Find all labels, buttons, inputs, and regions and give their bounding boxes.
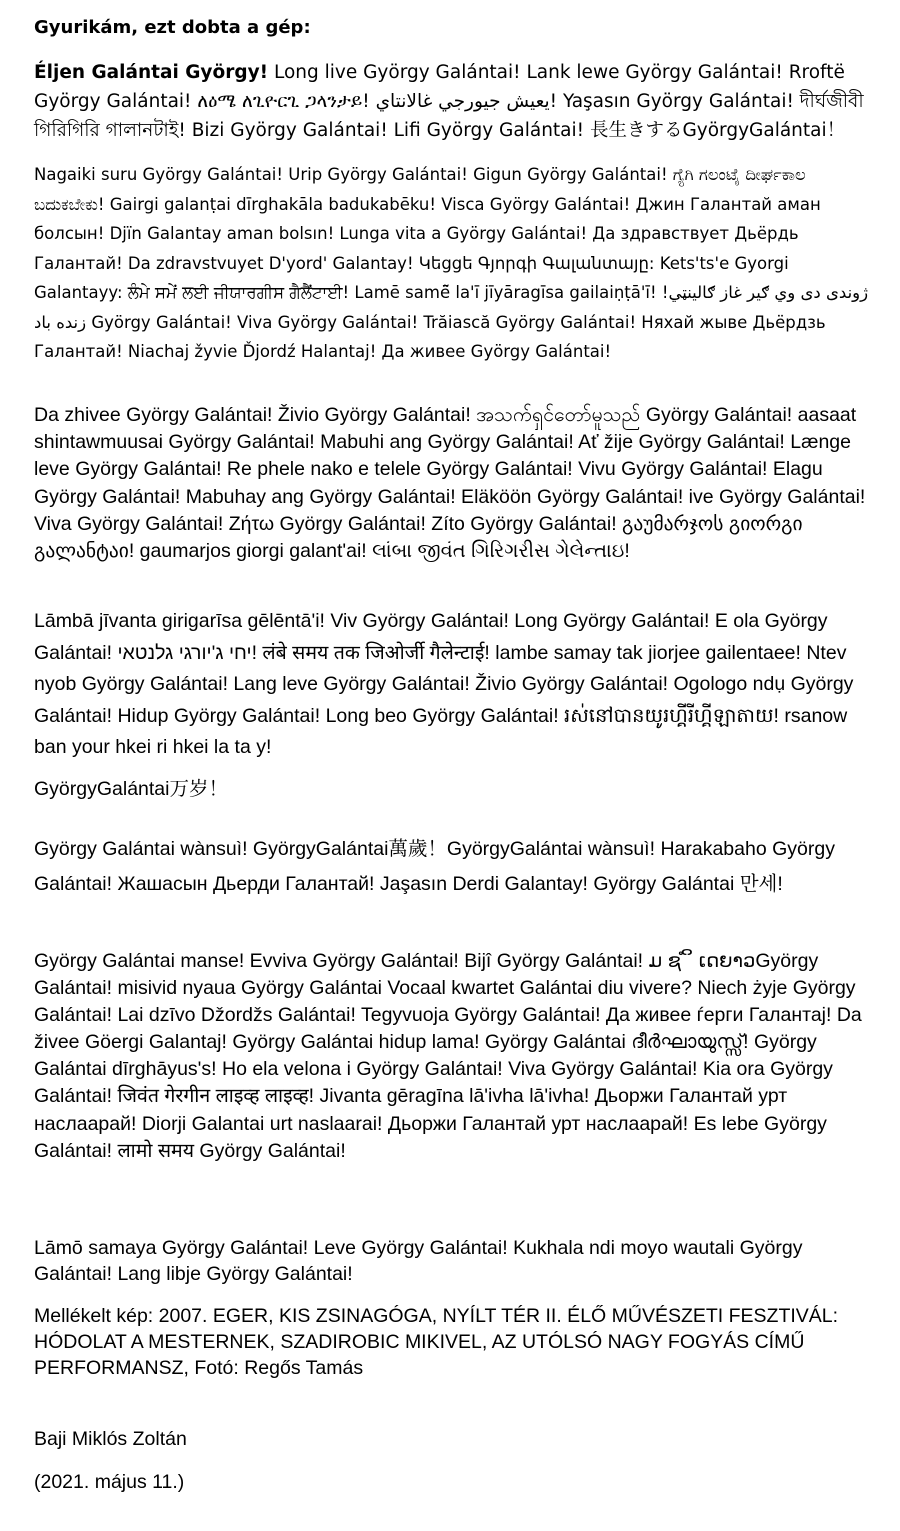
paragraph-3: Da zhivee György Galántai! Živio György Galántai! အသက်ရှင်တော်မူသည် György Galántai! aasaat shintawmuusai György Galántai! Mabuhi ang György Galántai! Ať žije György Galántai! Længe leve György Galántai! Re phele nako e telele György Galántai! Vivu György Galántai! Elagu György Galántai! Mabuhay ang György Galántai! Eläköön György Galántai! ive György Galántai! Viva György Galántai! Ζήτω György Galántai! Zíto György Galántai! გაუმარჯოს გიორგი გალანტაი! gaumarjos giorgi galant'ai! લાંબા જીવંત ગિરિગરીસ ગેલેન્તાઇ! (34, 404, 866, 563)
author-signature: Baji Miklós Zoltán (34, 1428, 187, 1450)
paragraph-6: György Galántai wànsuì! GyörgyGalántai萬歲！GyörgyGalántai wànsuì! Harakabaho György Galántai! Жашасын Дьерди Галантай! Jaşasın Derdi Galantay! György Galántai 만세! (34, 838, 835, 895)
paragraph-1-bold-lead: Éljen Galántai György! (34, 62, 269, 83)
paragraph-2: Nagaiki suru György Galántai! Urip György Galántai! Gigun György Galántai! ಗ್ಯೆಗಿ ಗಲಂಟೈ ದೀರ್ಘಕಾಲ ಬದುಕಬೇಕು! Gairgi galanṭai dīrghakāla badukabēku! Visca György Galántai! Джин Галантай аман болсын! Djïn Galantay aman bolsın! Lunga vita a György Galántai! Да здравствует Дьёрдь Галантай! Da zdravstvuyet D'yord' Galantay! Կեցցե Գյորգի Գալանտայը: Kets'ts'e Gyorgi Galantayy: ਲੰਮੇ ਸਮੇਂ ਲਈ ਜੀਯਾਰਗੀਸ ਗੈਲੈਂਟਾਈ! Lamē samē̃ la'ī jīyāragīsa gailaiṇṭā'ī! ژوندی دی وي ګیر غاز ګالینټي! زنده باد György Galántai! Viva György Galántai! Trăiască György Galántai! Няхай жыве Дьёрдзь Галантай! Niachaj žyvie Ďjordź Halantaj! Да живее György Galántai! (34, 165, 869, 361)
paragraph-7: György Galántai manse! Evviva György Galántai! Bijî György Galántai! ມ ຊ ໍ ິ ເດຍາວGyörgy Galántai! misivid nyaua György Galántai Vocaal kwartet Galántai diu vivere? Niech żyje György Galántai! Lai dzīvo Džordžs Galántai! Tegyvuoja György Galántai! Да живее ѓерги Галантај! Da živee Göergi Galantaj! György Galántai hidup lama! György Galántai ദീർഘായുസ്സ്! György Galántai dīrghāyus's! Ho ela velona i György Galántai! Viva György Galántai! Kia ora György Galántai! जिवंत गेरगीन लाइव्ह लाइव्ह! Jivanta gēragīna lā'ivha lā'ivha! Дьоржи Галантай урт наслаарай! Diorji Galantai urt naslaarai! Дьоржи Галантай урт наслаарай! Es lebe György Galántai! लामो समय György Galántai! (34, 950, 862, 1162)
photo-caption: Mellékelt kép: 2007. EGER, KIS ZSINAGÓGA, NYÍLT TÉR II. ÉLŐ MŰVÉSZETI FESZTIVÁL: HÓDOLAT A MESTERNEK, SZADIROBIC MIKIVEL, AZ UTÓLSÓ NAGY FOGYÁS CÍMŰ PERFORMANSZ, Fotó: Regős Tamás (34, 1305, 839, 1379)
paragraph-1-text: Long live György Galántai! Lank lewe György Galántai! Rroftë György Galántai! ለዕሜ ለጊዮርጊ ጋላንታይ! يعيش جيورجي غالانتاي! Yaşasın György Galántai! দীর্ঘজীবী গিরিগিরি গালানটাই! Bizi György Galántai! Lifi György Galántai! 長生きするGyörgyGalántai！ (34, 62, 864, 141)
letter-date: (2021. május 11.) (34, 1471, 185, 1493)
paragraph-5: GyörgyGalántai万岁！ (34, 778, 228, 800)
greeting-heading: Gyurikám, ezt dobta a gép: (34, 17, 311, 38)
paragraph-8: Lāmō samaya György Galántai! Leve György Galántai! Kukhala ndi moyo wautali György Galántai! Lang libje György Galántai! (34, 1237, 803, 1285)
paragraph-1 (34, 58, 874, 145)
paragraph-4: Lāmbā jīvanta girigarīsa gēlēntā'i! Viv György Galántai! Long György Galántai! E ola György Galántai! יחי ג'יורגי גלנטאי! लंबे समय तक जिओर्जी गैलेन्टाई! lambe samay tak jiorjee gailentaee! Ntev nyob György Galántai! Lang leve György Galántai! Živio György Galántai! Ogologo ndụ György Galántai! Hidup György Galántai! Long beo György Galántai! រស់នៅបានយូរហ្គីរីហ្គីឡាតាយ! rsanow ban your hkei ri hkei la ta y! (34, 610, 854, 758)
